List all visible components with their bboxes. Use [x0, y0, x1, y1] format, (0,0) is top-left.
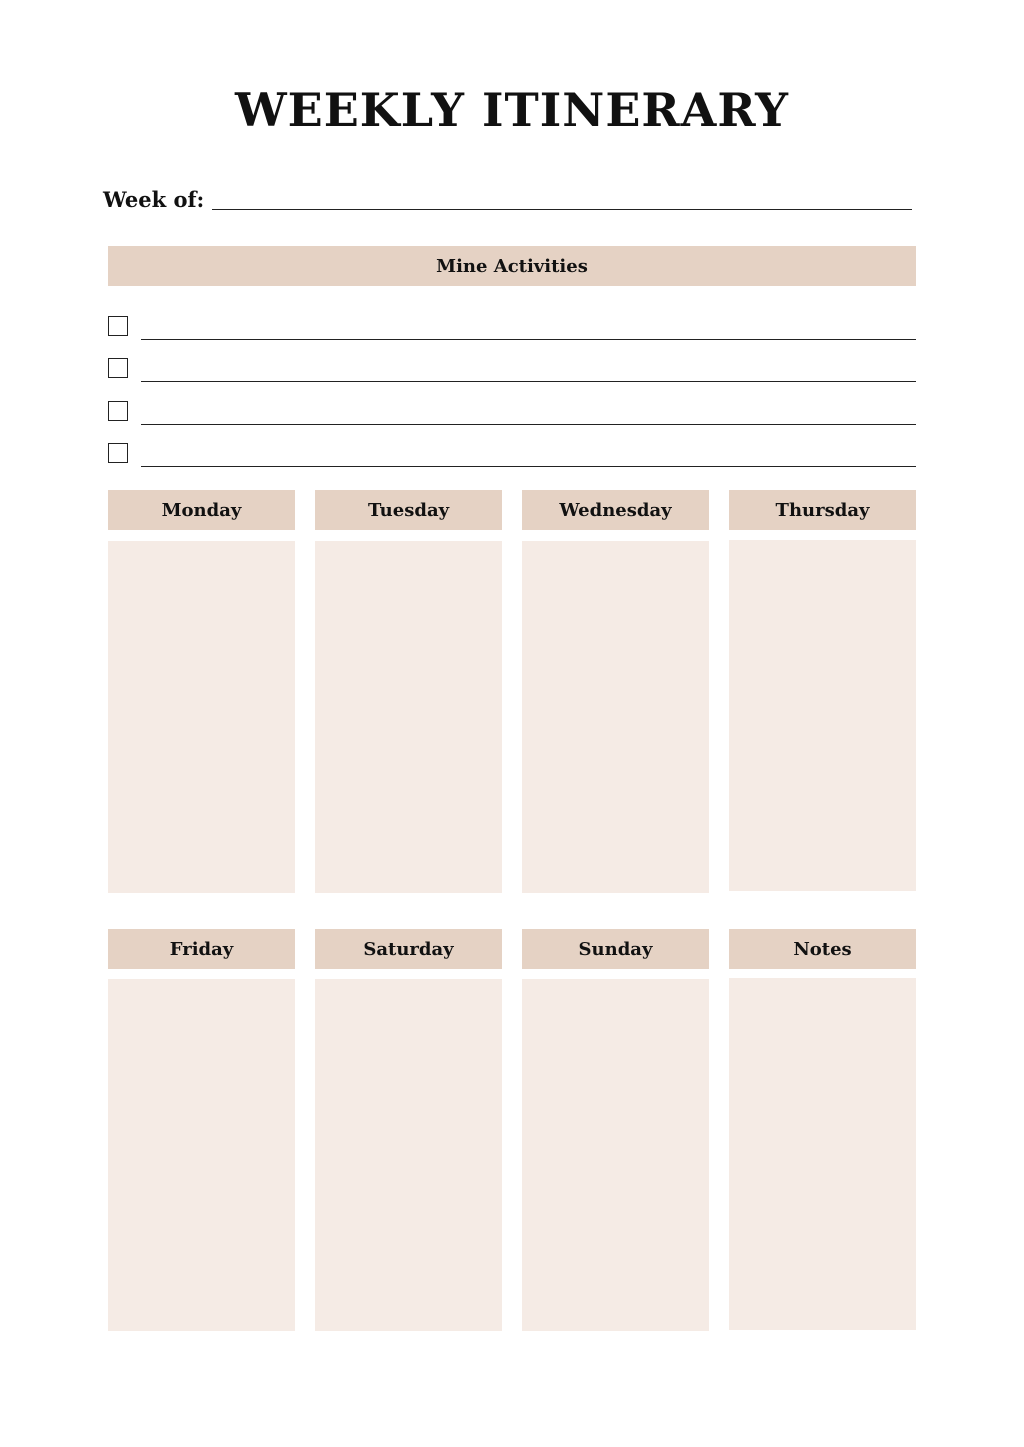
day-box-saturday[interactable] — [315, 979, 502, 1331]
activity-item — [108, 443, 916, 471]
activity-line[interactable] — [141, 466, 916, 467]
activities-header: Mine Activities — [108, 246, 916, 286]
activity-line[interactable] — [141, 339, 916, 340]
day-header-thursday: Thursday — [729, 490, 916, 530]
activity-checkbox[interactable] — [108, 443, 128, 463]
activity-line[interactable] — [141, 424, 916, 425]
day-header-tuesday: Tuesday — [315, 490, 502, 530]
day-header-sunday: Sunday — [522, 929, 709, 969]
day-box-thursday[interactable] — [729, 540, 916, 891]
activity-item — [108, 401, 916, 429]
activity-checkbox[interactable] — [108, 401, 128, 421]
activity-checkbox[interactable] — [108, 316, 128, 336]
day-box-tuesday[interactable] — [315, 541, 502, 893]
week-of-label: Week of: — [103, 187, 205, 212]
day-box-monday[interactable] — [108, 541, 295, 893]
activity-line[interactable] — [141, 381, 916, 382]
day-header-saturday: Saturday — [315, 929, 502, 969]
day-header-monday: Monday — [108, 490, 295, 530]
page-title: WEEKLY ITINERARY — [235, 83, 789, 137]
week-of-field[interactable] — [212, 209, 912, 210]
activity-checkbox[interactable] — [108, 358, 128, 378]
day-header-friday: Friday — [108, 929, 295, 969]
day-box-sunday[interactable] — [522, 979, 709, 1331]
notes-header: Notes — [729, 929, 916, 969]
notes-box[interactable] — [729, 978, 916, 1330]
day-box-wednesday[interactable] — [522, 541, 709, 893]
activity-item — [108, 316, 916, 344]
day-box-friday[interactable] — [108, 979, 295, 1331]
activity-item — [108, 358, 916, 386]
day-header-wednesday: Wednesday — [522, 490, 709, 530]
